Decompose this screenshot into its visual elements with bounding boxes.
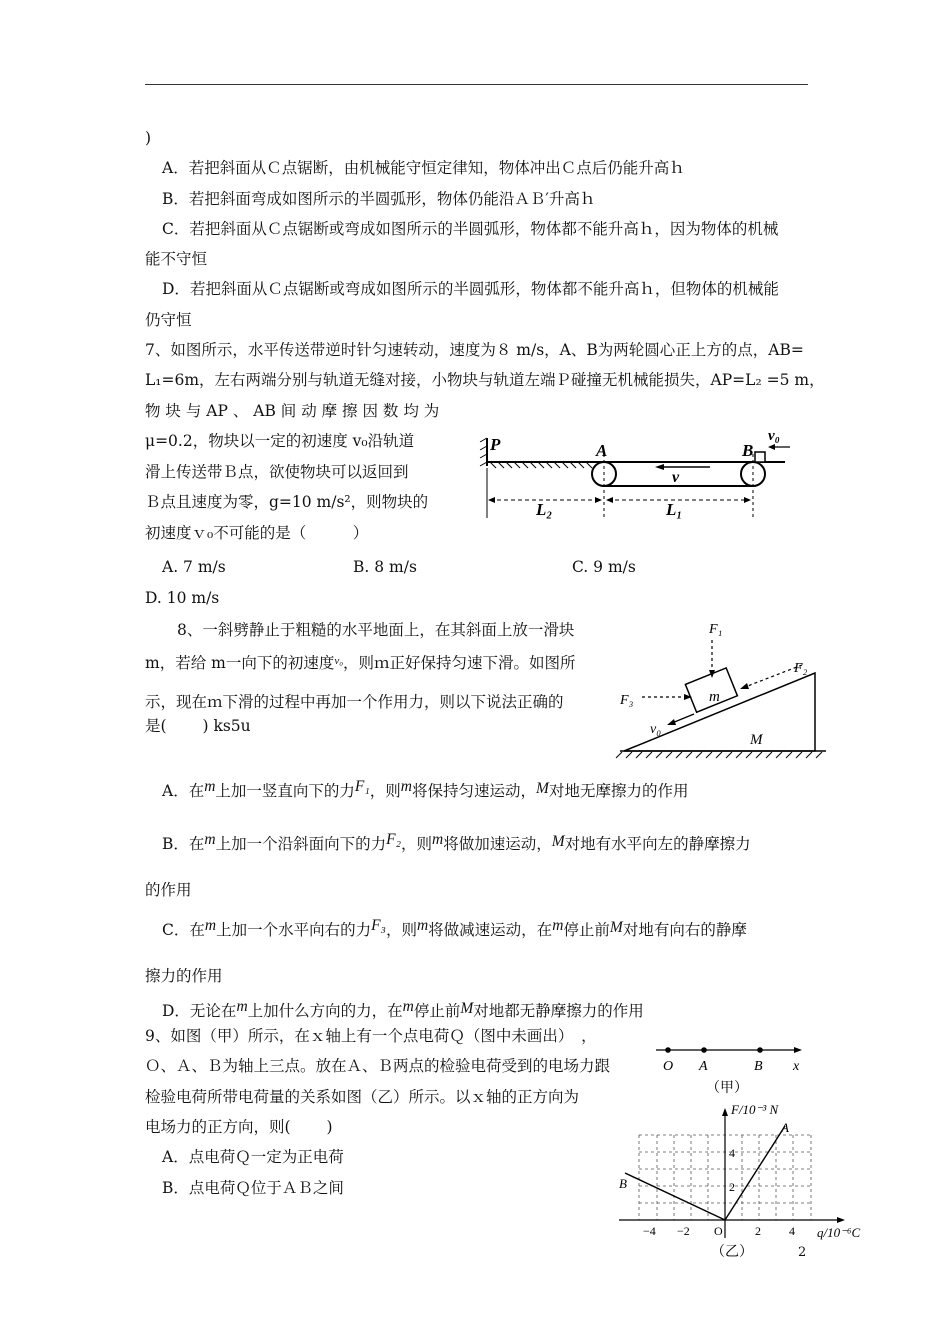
q8-line4: 是( ) ks5u: [145, 717, 251, 735]
q8-c-m1: m: [204, 917, 217, 934]
label-o: O: [663, 1059, 674, 1074]
label-x: x: [793, 1059, 800, 1074]
caption-yi: （乙）: [711, 1245, 753, 1260]
q8-line2-part2: ，则ｍ正好保持匀速下滑。如图所: [343, 654, 576, 672]
label-line-b: B: [619, 1176, 627, 1191]
q9-figure-yi: [615, 1098, 885, 1263]
label-f3: F₃: [620, 693, 634, 708]
label-f2: F₂: [794, 661, 808, 676]
point-a: [701, 1047, 707, 1053]
q8-a-M: M: [536, 780, 549, 797]
q8-c-M: M: [609, 919, 623, 936]
ytick-4: 4: [729, 1146, 735, 1160]
q8-option-c-line2: 擦力的作用: [145, 967, 223, 985]
q9-line2: Ｏ、Ａ、Ｂ为轴上三点。放在Ａ、Ｂ两点的检验电荷受到的电场力跟: [145, 1057, 611, 1075]
q7-option-c: C. 9 m/s: [572, 558, 636, 576]
q8-c-t2: 上加一个水平向右的力: [216, 921, 372, 939]
q6-option-d-line1: D．若把斜面从Ｃ点锯断或弯成如图所示的半圆弧形，物体都不能升高ｈ，但物体的机械能: [162, 280, 779, 298]
q6-option-c-line1: C．若把斜面从Ｃ点锯断或弯成如图所示的半圆弧形，物体都不能升高ｈ，因为物体的机械: [162, 220, 779, 238]
q8-c-t1: C．在: [162, 921, 205, 939]
header-rule: [145, 84, 808, 85]
label-v0: v₀: [768, 428, 780, 444]
q7-line2: L₁=6m，左右两端分别与轨道无缝对接，小物块与轨道左端Ｐ碰撞无机械能损失，AP=L₂ =5 m，: [145, 371, 825, 389]
y-axis-label: F/10⁻³ N: [731, 1102, 779, 1117]
q8-b-f2: F₂: [386, 831, 401, 848]
caption-jia: （甲）: [706, 1081, 748, 1096]
page-number: 2: [798, 1245, 807, 1260]
q8-a-t4: 将保持匀速运动，: [412, 782, 537, 800]
small-block: [755, 452, 765, 462]
q8-b-m2: m: [431, 831, 444, 848]
q8-a-t5: 对地无摩擦力的作用: [548, 782, 689, 800]
q8-c-m2: m: [416, 917, 429, 934]
q8-d-m1: m: [236, 998, 248, 1015]
q6-option-a: A．若把斜面从Ｃ点锯断，由机械能守恒定律知，物体冲出Ｃ点后仍能升高ｈ: [162, 159, 685, 177]
q9-line4: 电场力的正方向，则( ): [145, 1118, 333, 1136]
label-b: B: [742, 441, 754, 460]
label-v0: v₀: [650, 722, 662, 737]
q8-b-t1: B．在: [162, 835, 205, 853]
q7-option-b: B. 8 m/s: [353, 558, 417, 576]
xtick-neg4: −4: [643, 1224, 656, 1238]
label-v: v: [672, 469, 680, 486]
q7-conveyor-figure: [470, 420, 800, 520]
q9-figure-jia: [650, 1038, 820, 1098]
xtick-neg2: −2: [677, 1224, 690, 1238]
q8-c-m3: m: [552, 917, 564, 934]
ytick-2: 2: [729, 1180, 735, 1194]
q8-option-d: [162, 997, 644, 1021]
q7-line3: 物 块 与 AP 、 AB 间 动 摩 擦 因 数 均 为: [145, 402, 440, 420]
q8-d-t2: 上加什么方向的力，在: [247, 1002, 403, 1020]
xtick-2: 2: [755, 1224, 761, 1238]
q7-line1: 7、如图所示，水平传送带逆时针匀速转动，速度为８ m/s，A、B为两轮圆心正上方的点，AB=: [145, 341, 804, 359]
q8-v0-symbol: v₀: [334, 655, 344, 667]
v0-arrow: [672, 714, 694, 723]
q8-d-m2: m: [402, 998, 414, 1015]
q7-line4: μ=0.2，物块以一定的初速度 v₀沿轨道: [145, 432, 415, 450]
q8-d-t3: 停止前: [413, 1002, 461, 1020]
q8-c-t6: 对地有向右的静摩: [622, 921, 747, 939]
q8-b-t5: 对地有水平向左的静摩擦力: [564, 835, 751, 853]
q8-line2: [145, 651, 576, 673]
q8-a-f1: F₁: [354, 778, 370, 795]
q8-option-b: [162, 830, 751, 854]
label-a: A: [699, 1059, 708, 1074]
q6-option-d-line2: 仍守恒: [145, 311, 192, 329]
q8-a-m1: m: [204, 778, 216, 795]
q8-a-t3: ，则: [369, 782, 401, 800]
q9-option-a: A．点电荷Ｑ一定为正电荷: [162, 1148, 344, 1166]
q8-d-M: M: [460, 1000, 474, 1017]
label-m: m: [709, 689, 720, 705]
q6-continuation: ): [145, 129, 152, 147]
q8-d-t4: 对地都无静摩擦力的作用: [473, 1002, 644, 1020]
q8-b-M: M: [551, 833, 565, 850]
q8-incline-figure: [612, 618, 827, 768]
q8-a-t2: 上加一竖直向下的力: [215, 782, 355, 800]
q8-c-t3: ，则: [385, 921, 417, 939]
xtick-4: 4: [789, 1224, 795, 1238]
q8-c-t5: 停止前: [563, 921, 610, 939]
q8-option-c: [162, 916, 747, 940]
label-M: M: [750, 732, 763, 748]
q8-a-m2: m: [400, 778, 412, 795]
ground-hatch: [616, 752, 822, 758]
q7-option-a: A. 7 m/s: [162, 558, 226, 576]
q8-b-t3: ，则: [400, 835, 432, 853]
q9-line1: 9、如图（甲）所示，在ｘ轴上有一个点电荷Ｑ（图中未画出） ，: [145, 1027, 597, 1045]
label-p: P: [490, 435, 501, 454]
q9-line3: 检验电荷所带电荷量的关系如图（乙）所示。以ｘ轴的正方向为: [145, 1088, 580, 1106]
q8-option-a: [162, 777, 688, 801]
q7-line7: 初速度ｖ₀不可能的是（ ）: [145, 524, 369, 542]
q7-option-d: D. 10 m/s: [145, 589, 220, 607]
label-line-a: A: [781, 1120, 789, 1135]
q8-line1: 8、一斜劈静止于粗糙的水平地面上，在其斜面上放一滑块: [177, 621, 575, 639]
point-o: [665, 1047, 671, 1053]
q9-option-b: B．点电荷Ｑ位于ＡＢ之间: [162, 1179, 344, 1197]
q8-b-t2: 上加一个沿斜面向下的力: [215, 835, 387, 853]
q8-option-b-line2: 的作用: [145, 881, 192, 899]
q8-c-t4: 将做减速运动，在: [428, 921, 553, 939]
q8-line2-part1: m，若给 m一向下的初速度: [145, 654, 335, 672]
q8-a-t1: A．在: [162, 782, 205, 800]
label-f1: F₁: [709, 622, 723, 637]
q8-d-t1: D．无论在: [162, 1002, 237, 1020]
q6-option-c-line2: 能不守恒: [145, 250, 208, 268]
line-b: [625, 1173, 725, 1220]
q6-option-b: B．若把斜面弯成如图所示的半圆弧形，物体仍能沿ＡＢ′升高ｈ: [162, 190, 596, 208]
label-a: A: [596, 441, 608, 460]
x-axis-label: q/10⁻⁶C: [817, 1225, 861, 1240]
point-b: [757, 1047, 763, 1053]
q8-b-m1: m: [204, 831, 216, 848]
q8-line3: 示，现在ｍ下滑的过程中再加一个作用力，则以下说法正确的: [145, 693, 564, 711]
q8-c-f3: F₃: [371, 917, 386, 934]
label-l2: L₂: [536, 500, 553, 519]
q8-b-t4: 将做加速运动，: [443, 835, 552, 853]
label-l1: L₁: [666, 500, 683, 519]
label-b: B: [754, 1059, 763, 1074]
q7-line6: Ｂ点且速度为零，g=10 m/s²，则物块的: [145, 493, 429, 511]
q7-line5: 滑上传送带Ｂ点，欲使物块可以返回到: [145, 463, 409, 481]
origin-label: O: [714, 1224, 723, 1238]
